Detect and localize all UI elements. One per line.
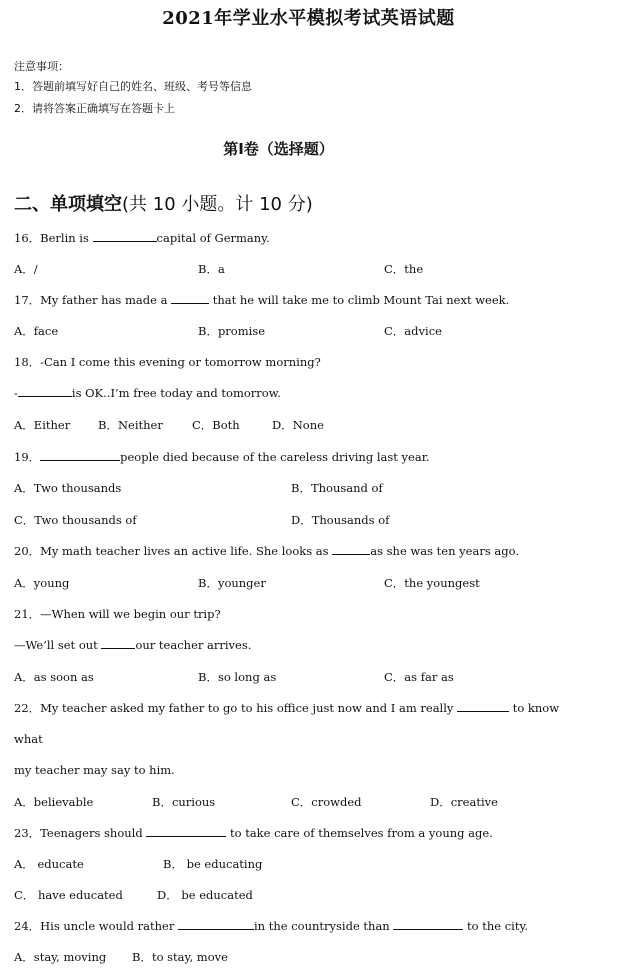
q18-response-start: -: [14, 386, 18, 400]
question-18: 18．-Can I come this evening or tomorrow morning?: [14, 355, 321, 369]
section-heading: [14, 190, 313, 216]
q18-option-b: B．Neither: [98, 418, 163, 432]
section-heading-bold: 二、单项填空: [14, 194, 122, 215]
answer-blank: [178, 919, 254, 930]
q20-option-a: A．young: [14, 576, 70, 590]
q23-option-a: A． educate: [14, 857, 84, 871]
q22-option-b: B．curious: [152, 795, 216, 809]
q18-response-end: is OK..I’m free today and tomorrow.: [71, 386, 281, 400]
q19-option-d: D．Thousands of: [291, 513, 390, 527]
q20-option-c: C．the youngest: [384, 576, 480, 590]
question-17: [14, 292, 509, 308]
q19-option-b: B．Thousand of: [291, 481, 383, 495]
q21-response-start: —We’ll set out: [14, 638, 98, 652]
q20-option-b: B．younger: [198, 576, 266, 590]
q17-stem-end: that he will take me to climb Mount Tai next week.: [212, 293, 510, 307]
q19-stem: 19．: [14, 450, 41, 464]
notice-item-2: 2．请将答案正确填写在答题卡上: [14, 102, 175, 115]
q16-stem-end: capital of Germany.: [156, 231, 270, 245]
q19-option-c: C．Two thousands of: [14, 513, 137, 527]
q24-stem-mid: in the countryside than: [254, 919, 390, 933]
question-16: [14, 230, 270, 246]
q17-option-a: A．face: [14, 324, 59, 338]
answer-blank: [101, 638, 135, 649]
q22-stem-line-3: my teacher may say to him.: [14, 763, 175, 777]
answer-blank: [171, 293, 209, 304]
question-21: 21．—When will we begin our trip?: [14, 607, 221, 621]
answer-blank: [93, 231, 157, 242]
q22-option-a: A．believable: [14, 795, 94, 809]
q16-option-b: B．a: [198, 262, 225, 276]
q18-option-c: C．Both: [192, 418, 240, 432]
q17-option-b: B．promise: [198, 324, 266, 338]
q22-stem: 22．My teacher asked my father to go to his office just now and I am really: [14, 701, 454, 715]
part-heading: 第I卷（选择题）: [223, 140, 334, 158]
q17-stem: 17．My father has made a: [14, 293, 168, 307]
q16-option-c: C．the: [384, 262, 424, 276]
notice-item-1: 1．答题前填写好自己的姓名、班级、考号等信息: [14, 80, 252, 93]
q21-response: [14, 638, 251, 652]
question-19: [14, 449, 430, 465]
q22-stem-line-2: what: [14, 732, 43, 746]
question-23: [14, 825, 493, 841]
answer-blank: [457, 701, 509, 712]
answer-blank: [393, 919, 463, 930]
question-20: [14, 543, 519, 559]
q23-stem: 23．Teenagers should: [14, 826, 143, 840]
q16-stem: 16．Berlin is: [14, 231, 89, 245]
q20-stem: 20．My math teacher lives an active life. She looks as: [14, 544, 329, 558]
q17-option-c: C．advice: [384, 324, 442, 338]
q21-option-b: B．so long as: [198, 670, 277, 684]
q24-stem-end: to the city.: [467, 919, 529, 933]
q22-option-c: C．crowded: [291, 795, 362, 809]
q23-stem-end: to take care of themselves from a young age.: [230, 826, 493, 840]
answer-blank: [332, 544, 370, 555]
q19-option-a: A．Two thousands: [14, 481, 122, 495]
q21-option-c: C．as far as: [384, 670, 454, 684]
answer-blank: [18, 386, 72, 397]
q24-option-a: A．stay, moving: [14, 950, 107, 964]
q21-option-a: A．as soon as: [14, 670, 94, 684]
notice-heading: 注意事项：: [14, 60, 69, 73]
q24-stem: 24．His uncle would rather: [14, 919, 175, 933]
section-heading-rest: (共 10 小题。计 10 分): [122, 194, 313, 215]
q18-option-a: A．Either: [14, 418, 71, 432]
exam-title: 2021年学业水平模拟考试英语试题: [162, 8, 455, 29]
q18-response: [14, 386, 281, 400]
answer-blank: [40, 450, 120, 461]
q23-option-d: D． be educated: [157, 888, 253, 902]
question-22: [14, 700, 559, 716]
q21-response-end: our teacher arrives.: [135, 638, 252, 652]
q24-option-b: B．to stay, move: [132, 950, 228, 964]
q23-option-c: C． have educated: [14, 888, 123, 902]
answer-blank: [146, 826, 226, 837]
q22-stem-end: to know: [512, 701, 560, 715]
q20-stem-end: as she was ten years ago.: [370, 544, 519, 558]
q19-stem-end: people died because of the careless driving last year.: [120, 450, 430, 464]
question-24: [14, 918, 528, 934]
q18-option-d: D．None: [272, 418, 324, 432]
q22-option-d: D．creative: [430, 795, 498, 809]
q23-option-b: B． be educating: [163, 857, 263, 871]
q16-option-a: A．/: [14, 262, 38, 276]
